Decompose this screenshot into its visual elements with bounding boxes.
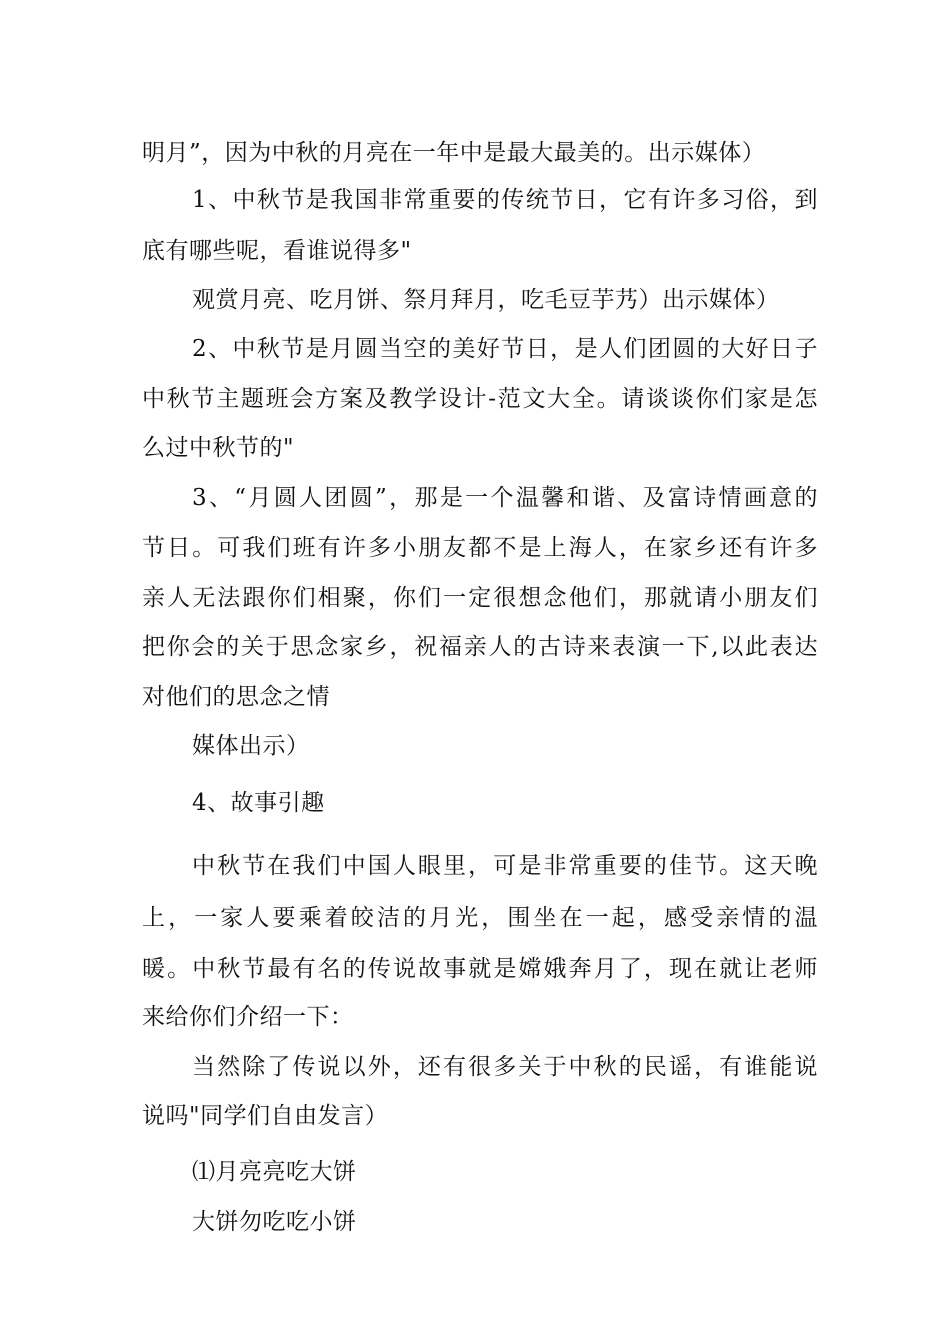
text-line-8: 3、“月圆人团圆”，那是一个温馨和谐、及富诗情画意的 (192, 485, 818, 511)
text-line-4: 观赏月亮、吃月饼、祭月拜月，吃毛豆芋艿）出示媒体） (192, 287, 780, 313)
text-line-9: 节日。可我们班有许多小朋友都不是上海人，在家乡还有许多 (142, 535, 818, 561)
text-line-19: 当然除了传说以外，还有很多关于中秋的民谣，有谁能说 (192, 1054, 818, 1080)
text-line-6: 中秋节主题班会方案及教学设计-范文大全。请谈谈你们家是怎 (142, 386, 818, 412)
text-line-22: 大饼勿吃吃小饼 (192, 1209, 357, 1235)
text-line-21: ⑴月亮亮吃大饼 (192, 1159, 357, 1185)
text-line-5: 2、中秋节是月圆当空的美好节日，是人们团圆的大好日子 (192, 336, 818, 362)
text-line-12: 对他们的思念之情 (142, 684, 330, 710)
text-line-17: 暖。中秋节最有名的传说故事就是嫦娥奔月了，现在就让老师 (142, 956, 818, 982)
text-line-20: 说吗"同学们自由发言） (142, 1103, 389, 1129)
text-line-1: 明月”，因为中秋的月亮在一年中是最大最美的。出示媒体） (142, 140, 766, 166)
text-line-10: 亲人无法跟你们相聚，你们一定很想念他们，那就请小朋友们 (142, 585, 818, 611)
text-line-18: 来给你们介绍一下： (142, 1004, 354, 1030)
text-line-14: 4、故事引趣 (192, 790, 325, 816)
text-line-15: 中秋节在我们中国人眼里，可是非常重要的佳节。这天晚 (192, 853, 818, 879)
text-line-7: 么过中秋节的" (142, 435, 295, 461)
text-line-16: 上，一家人要乘着皎洁的月光，围坐在一起，感受亲情的温 (142, 905, 818, 931)
text-line-11: 把你会的关于思念家乡，祝福亲人的古诗来表演一下,以此表达 (142, 634, 818, 660)
text-line-13: 媒体出示） (192, 733, 310, 759)
text-line-2: 1、中秋节是我国非常重要的传统节日，它有许多习俗，到 (192, 187, 818, 213)
text-line-3: 底有哪些呢，看谁说得多" (142, 238, 412, 264)
